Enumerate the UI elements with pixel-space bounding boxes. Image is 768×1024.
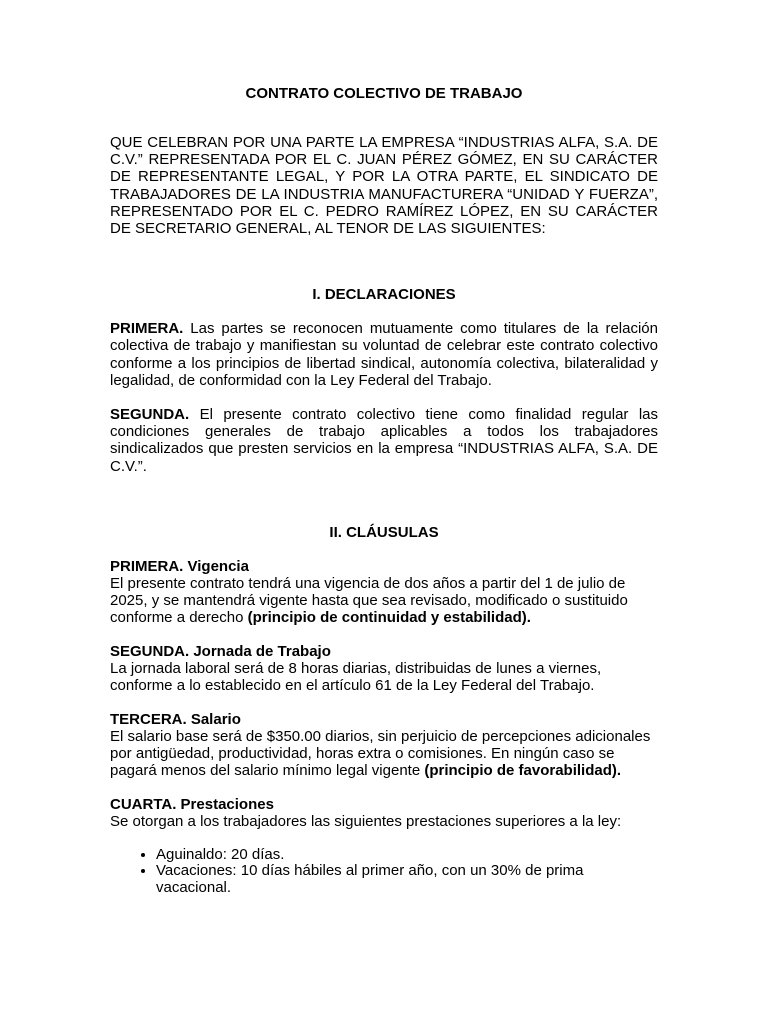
- clausula-cuarta-text: Se otorgan a los trabajadores las siguientes prestaciones superiores a la ley:: [110, 812, 622, 830]
- prestaciones-list: [110, 847, 658, 897]
- clausula-segunda: [110, 643, 658, 694]
- intro-paragraph: QUE CELEBRAN POR UNA PARTE LA EMPRESA “INDUSTRIAS ALFA, S.A. DE C.V.” REPRESENTADA POR EL C. JUAN PÉREZ GÓMEZ, EN SU CARÁCTER DE REPRESENTANTE LEGAL, Y POR LA OTRA PARTE, EL SINDICATO DE TRABAJADORES DE LA INDUSTRIA MANUFACTURERA “UNIDAD Y FUERZA”, REPRESENTADO POR EL C. PEDRO RAMÍREZ LÓPEZ, EN SU CARÁCTER DE SECRETARIO GENERAL, AL TENOR DE LAS SIGUIENTES:: [110, 134, 658, 238]
- clausula-tercera: [110, 711, 658, 779]
- declaraciones-heading: I. DECLARACIONES: [312, 286, 456, 304]
- clausula-primera-title: PRIMERA. Vigencia: [110, 557, 249, 575]
- declaracion-segunda-label: SEGUNDA.: [110, 406, 190, 424]
- declaracion-primera-label: PRIMERA.: [110, 320, 184, 338]
- clausula-tercera-bold: (principio de favorabilidad).: [424, 761, 622, 779]
- clausula-cuarta-title: CUARTA. Prestaciones: [110, 795, 274, 813]
- clausula-tercera-title: TERCERA. Salario: [110, 710, 241, 728]
- clausula-primera-bold: (principio de continuidad y estabilidad).: [247, 608, 531, 626]
- list-item: • Vacaciones: 10 días hábiles al primer año, con un 30% de prima vacacional.: [156, 863, 658, 896]
- declaracion-primera-text: Las partes se reconocen mutuamente como titulares de la relación colectiva de trabajo y manifiestan su voluntad de celebrar este contrato colectivo conforme a los principios de libertad sindical, autonomía colectiva, bilateralidad y legalidad, de conformidad con la Ley Federal del Trabajo.: [110, 320, 658, 389]
- document-page: [110, 84, 658, 896]
- clausula-tercera-text: El salario base será de $350.00 diarios, sin perjuicio de percepciones adicionales por antigüedad, productividad, horas extra o comisiones. En ningún caso se pagará menos del salario mínimo legal vigente: [110, 727, 651, 779]
- clausula-segunda-text: La jornada laboral será de 8 horas diarias, distribuidas de lunes a viernes, conforme a lo establecido en el artículo 61 de la Ley Federal del Trabajo.: [110, 659, 602, 694]
- clausula-segunda-title: SEGUNDA. Jornada de Trabajo: [110, 642, 331, 660]
- declaracion-primera: [110, 320, 658, 389]
- declaracion-segunda-text: El presente contrato colectivo tiene como finalidad regular las condiciones generales de trabajo aplicables a todos los trabajadores sindicalizados que presten servicios en la empresa “INDUSTRIAS ALFA, S.A. DE C.V.”.: [110, 406, 658, 475]
- document-title: CONTRATO COLECTIVO DE TRABAJO: [245, 85, 523, 102]
- list-item: • Aguinaldo: 20 días.: [156, 847, 658, 864]
- clausula-primera: [110, 558, 658, 626]
- clausula-primera-text: El presente contrato tendrá una vigencia de dos años a partir del 1 de julio de 2025, y se mantendrá vigente hasta que sea revisado, modificado o sustituido conforme a derecho: [110, 574, 628, 626]
- clausulas-heading: II. CLÁUSULAS: [329, 523, 439, 541]
- clausula-cuarta: [110, 796, 658, 830]
- declaracion-segunda: [110, 406, 658, 475]
